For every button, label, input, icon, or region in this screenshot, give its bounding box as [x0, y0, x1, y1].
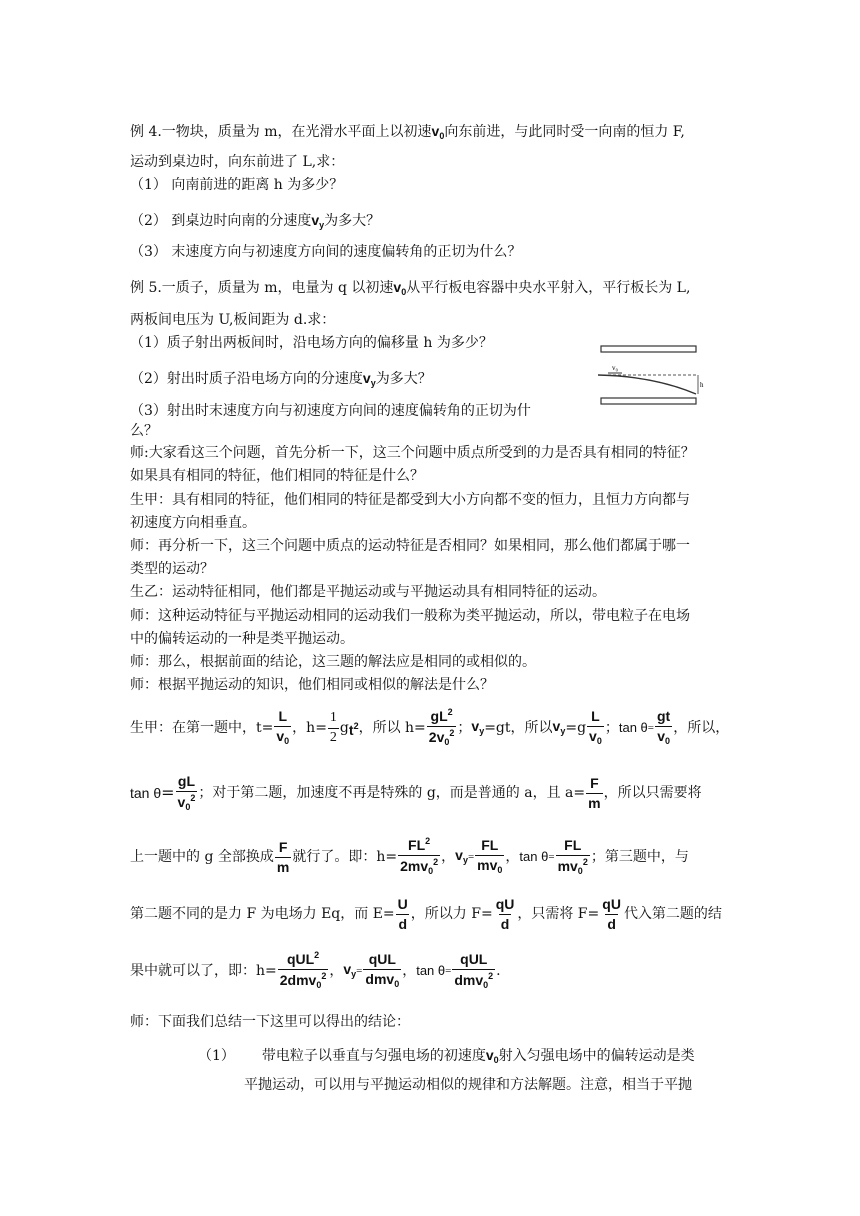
dialog-line-5: 师：再分析一下，这三个问题中质点的运动特征是否相同？如果相同，那么他们都属于哪一	[130, 538, 690, 554]
dialog-line-4: 初速度方向相垂直。	[130, 515, 256, 531]
dialog-line-6: 类型的运动？	[130, 561, 214, 577]
v0-symbol: $v_0$	[431, 123, 445, 141]
ex5-q2: （2）射出时质子沿电场方向的分速度$v_y$为多大？	[130, 370, 432, 388]
frac-FL-over-mv0: $\frac{FL}{mv_0}$	[477, 837, 503, 876]
dialog-line-10: 师：那么，根据前面的结论，这三题的解法应是相同的或相似的。	[130, 654, 536, 670]
dialog-line-3: 生甲：具有相同的特征，他们相同的特征是都受到大小方向都不变的恒力，且恒力方向都与	[130, 492, 690, 508]
h-label: h	[700, 381, 704, 389]
ex4-q3: （3） 末速度方向与初速度方向间的速度偏转角的正切为什么？	[130, 244, 522, 260]
ex5-q1: （1）质子射出两板间时，沿电场方向的偏移量 h 为多少？	[130, 335, 493, 351]
solution-line-a: 生甲：在第一题中，t= $\frac{L}{v_0}$ ，h= $\frac{1}{2}$ g $t^2$ ，所以 h= $\frac{gL^2}{2v_0^2}$ ； $v_y$ =gt，所以 $v_y$ =g $\frac{L}{v_0}$ ； tan θ = $\frac{gt}{v_0}$ ，所以，	[130, 707, 730, 748]
frac-U-over-d: $\frac{U}{d}$	[397, 895, 408, 932]
frac-F-over-m-b: $\frac{F}{m}$	[276, 838, 290, 875]
ex4-q2: （2） 到桌边时向南的分速度$v_y$为多大？	[130, 212, 381, 230]
frac-qU-over-d-b: $\frac{qU}{d}$	[602, 895, 621, 932]
ex5-q3b: 么？	[130, 423, 158, 439]
bottom-plate	[601, 398, 696, 404]
frac-FL-over-mv02: $\frac{FL}{mv_0^2}$	[557, 836, 588, 876]
solution-line-c: 上一题中的 g 全部换成 $\frac{F}{m}$ 就行了。即：h= $\frac{FL^2}{2mv_0^2}$ ， $v_y$ = $\frac{FL}{mv_0}$ ， tan θ = $\frac{FL}{mv_0^2}$ ；第三题中，与	[130, 836, 689, 877]
v0-label: v₀	[612, 364, 618, 372]
ex4-line1: 例 4.一物块，质量为 m，在光滑水平面上以初速$v_0$向东前进，与此同时受一向南的恒力 F,	[130, 123, 685, 141]
solution-line-e: 果中就可以了，即：h= $\frac{qUL^2}{2dmv_0^2}$ ， $v_y$ = $\frac{\text{qUL}}{dmv_0}$ ， tan θ = $\frac{\text{qUL}}{dmv_0^2}$ .	[130, 950, 501, 991]
frac-L-over-v0-b: $\frac{L}{v_0}$	[589, 708, 602, 747]
summary-item-1-cont: 平抛运动，可以用与平抛运动相似的规律和方法解题。注意，相当于平抛	[244, 1077, 692, 1093]
frac-qUL-over-dmv0: $\frac{\text{qUL}}{dmv_0}$	[365, 951, 400, 990]
dialog-line-7: 生乙：运动特征相同，他们都是平抛运动或与平抛运动具有相同特征的运动。	[130, 584, 606, 600]
dialog-line-1: 师:大家看这三个问题，首先分析一下，这三个问题中质点所受到的力是否具有相同的特征？	[130, 445, 695, 461]
ex4-line2: 运动到桌边时，向东前进了 L,求：	[130, 154, 345, 170]
frac-gL2-over-2v02: $\frac{gL^2}{2v_0^2}$	[428, 707, 455, 748]
summary-intro: 师：下面我们总结一下这里可以得出的结论：	[130, 1014, 410, 1030]
frac-FL2-over-2mv02: $\frac{FL^2}{2mv_0^2}$	[400, 836, 439, 877]
solution-line-d: 第二题不同的是力 F 为电场力 Eq，而 E= $\frac{U}{d}$ ，所以力 F= $\frac{qU}{d}$ ，只需将 F= $\frac{qU}{d}$ 代入第二题的结	[130, 895, 722, 932]
vy-symbol: $v_y$	[362, 370, 376, 388]
dialog-line-11: 师：根据平抛运动的知识，他们相同或相似的解法是什么？	[130, 677, 494, 693]
dialog-line-2: 如果具有相同的特征，他们相同的特征是什么？	[130, 468, 424, 484]
trajectory	[598, 375, 696, 394]
frac-F-over-m: $\frac{F}{m}$	[588, 774, 601, 811]
frac-qU-over-d: $\frac{qU}{d}$	[495, 895, 515, 932]
top-plate	[601, 346, 696, 352]
vy-symbol: $v_y$	[311, 212, 325, 230]
v0-symbol: $v_0$	[393, 279, 407, 297]
frac-qUL2-over-2dmv02: $\frac{qUL^2}{2dmv_0^2}$	[279, 950, 327, 991]
solution-line-b: tan θ = $\frac{gL}{v_0^2}$ ；对于第二题，加速度不再是特殊的 g，而是普通的 a，且 a= $\frac{F}{m}$ ，所以只需要将	[130, 772, 702, 812]
frac-one-half: $\frac{1}{2}$	[329, 709, 337, 745]
frac-gL-over-v02: $\frac{gL}{v_0^2}$	[177, 772, 196, 812]
ex4-q1: （1） 向南前进的距离 h 为多少？	[130, 177, 344, 193]
frac-gt-over-v0: $\frac{gt}{v_0}$	[657, 708, 671, 747]
frac-L-over-v0: $\frac{L}{v_0}$	[276, 708, 290, 747]
ex5-line1: 例 5.一质子，质量为 m，电量为 q 以初速$v_0$从平行板电容器中央水平射入，平行板长为 L,	[130, 279, 691, 297]
dialog-line-9: 中的偏转运动的一种是类平抛运动。	[130, 631, 354, 647]
ex5-q3a: （3）射出时末速度方向与初速度方向间的速度偏转角的正切为什	[130, 403, 531, 419]
capacitor-figure	[598, 342, 710, 410]
dialog-line-8: 师：这种运动特征与平抛运动相同的运动我们一般称为类平抛运动，所以，带电粒子在电场	[130, 608, 690, 624]
summary-item-1: （1） 带电粒子以垂直与匀强电场的初速度$v_0$射入匀强电场中的偏转运动是类	[198, 1047, 695, 1065]
ex5-line2: 两板间电压为 U,板间距为 d.求：	[130, 312, 336, 328]
frac-qUL-over-dmv02: $\frac{\text{qUL}}{dmv_0^2}$	[454, 950, 494, 990]
